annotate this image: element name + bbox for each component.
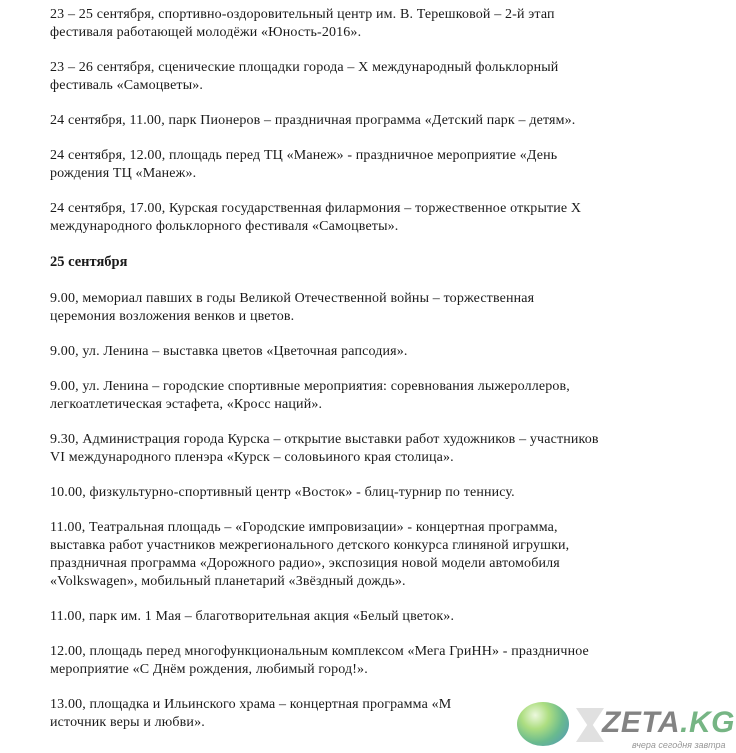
text-line: церемония возложения венков и цветов. bbox=[50, 309, 295, 324]
text-line: мероприятие «С Днём рождения, любимый город!». bbox=[50, 662, 368, 677]
text-line: 10.00, физкультурно-спортивный центр «Восток» - блиц-турнир по теннису. bbox=[50, 485, 515, 500]
schedule-item bbox=[50, 6, 722, 42]
text-line: фестиваль «Самоцветы». bbox=[50, 78, 204, 93]
text-line: фестиваля работающей молодёжи «Юность-2016». bbox=[50, 25, 362, 40]
text-line: 9.00, мемориал павших в годы Великой Отечественной войны – торжественная bbox=[50, 291, 535, 306]
watermark-logo bbox=[512, 700, 736, 753]
schedule-item bbox=[50, 147, 722, 183]
schedule-item bbox=[50, 200, 722, 236]
event-item bbox=[50, 519, 722, 591]
text-line: 24 сентября, 11.00, парк Пионеров – праздничная программа «Детский парк – детям». bbox=[50, 113, 576, 128]
text-line: источник веры и любви». bbox=[50, 715, 205, 730]
text-line: 13.00, площадка и Ильинского храма – концертная программа «М bbox=[50, 697, 452, 712]
text-line: 11.00, парк им. 1 Мая – благотворительная акция «Белый цветок». bbox=[50, 609, 455, 624]
text-line: 12.00, площадь перед многофункциональным комплексом «Мега ГриНН» - праздничное bbox=[50, 644, 589, 659]
watermark-brand: ZETA.KG bbox=[602, 706, 735, 739]
event-item bbox=[50, 643, 722, 679]
document-body bbox=[50, 6, 722, 749]
text-line: 23 – 25 сентября, спортивно-оздоровительный центр им. В. Терешковой – 2-й этап bbox=[50, 7, 555, 22]
schedule-item bbox=[50, 59, 722, 95]
text-line: выставка работ участников межрегионального детского конкурса глиняной игрушки, bbox=[50, 538, 570, 553]
event-item bbox=[50, 290, 722, 326]
text-line: международного фольклорного фестиваля «Самоцветы». bbox=[50, 219, 399, 234]
text-line: легкоатлетическая эстафета, «Кросс наций». bbox=[50, 397, 323, 412]
date-heading: 25 сентября bbox=[50, 254, 128, 270]
text-line: 9.30, Администрация города Курска – открытие выставки работ художников – участников bbox=[50, 432, 599, 447]
text-line: праздничная программа «Дорожного радио», экспозиция новой модели автомобиля bbox=[50, 556, 560, 571]
event-item bbox=[50, 378, 722, 414]
globe-icon bbox=[517, 702, 569, 746]
event-item bbox=[50, 431, 722, 467]
schedule-item bbox=[50, 112, 722, 130]
text-line: 23 – 26 сентября, сценические площадки города – X международный фольклорный bbox=[50, 60, 559, 75]
text-line: 9.00, ул. Ленина – выставка цветов «Цветочная рапсодия». bbox=[50, 344, 408, 359]
text-line: 24 сентября, 17.00, Курская государственная филармония – торжественное открытие X bbox=[50, 201, 582, 216]
text-line: «Volkswagen», мобильный планетарий «Звёздный дождь». bbox=[50, 574, 406, 589]
watermark-tagline: вчера сегодня завтра bbox=[632, 740, 726, 750]
text-line: VI международного пленэра «Курск – соловьиного края столица». bbox=[50, 450, 454, 465]
hourglass-icon bbox=[576, 708, 604, 742]
text-line: 9.00, ул. Ленина – городские спортивные мероприятия: соревнования лыжероллеров, bbox=[50, 379, 570, 394]
event-item bbox=[50, 484, 722, 502]
event-item bbox=[50, 608, 722, 626]
text-line: 11.00, Театральная площадь – «Городские импровизации» - концертная программа, bbox=[50, 520, 558, 535]
text-line: 24 сентября, 12.00, площадь перед ТЦ «Манеж» - праздничное мероприятие «День bbox=[50, 148, 558, 163]
text-line: рождения ТЦ «Манеж». bbox=[50, 166, 197, 181]
event-item bbox=[50, 343, 722, 361]
